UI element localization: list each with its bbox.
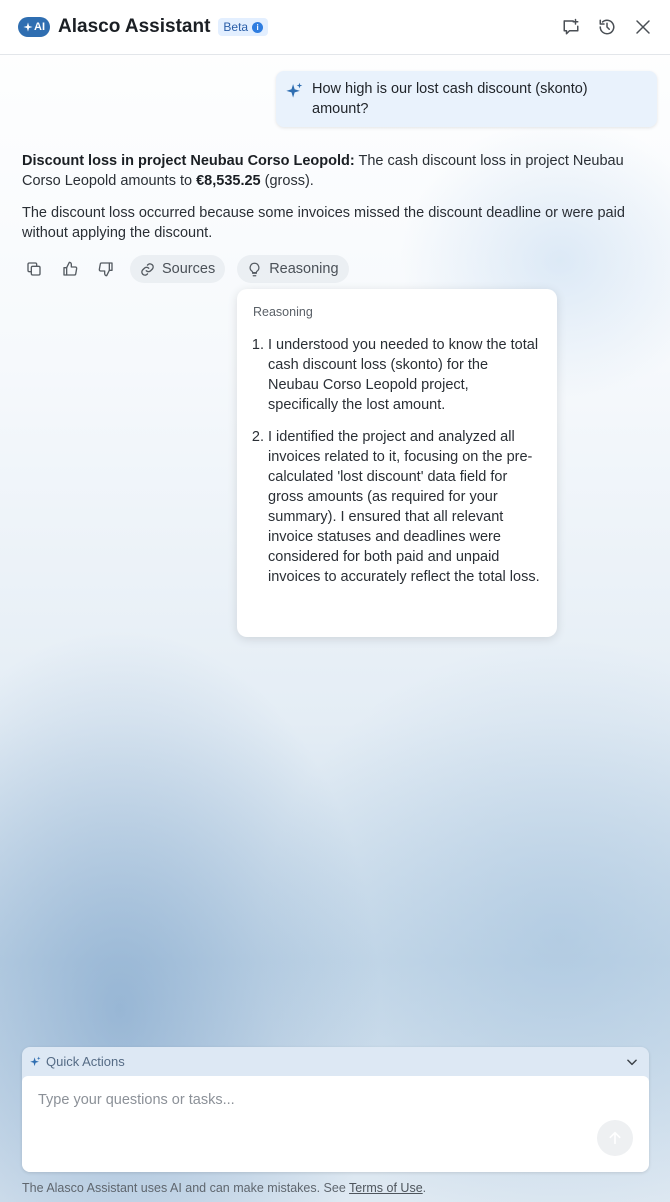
reasoning-label: Reasoning — [269, 261, 339, 277]
terms-of-use-link[interactable]: Terms of Use — [349, 1181, 423, 1195]
history-button[interactable] — [598, 18, 616, 36]
chevron-down-icon — [625, 1055, 639, 1069]
app-title: Alasco Assistant — [58, 16, 211, 37]
header — [0, 0, 670, 55]
reasoning-title: Reasoning — [253, 305, 313, 319]
composer — [22, 1047, 649, 1172]
response-actions — [22, 255, 361, 283]
reasoning-steps — [253, 335, 541, 587]
reasoning-step: 1. I understood you needed to know the total cash discount loss (skonto) for the Neubau Corso Leopold project, specifically the lost amount. — [268, 335, 541, 415]
info-icon: i — [252, 22, 263, 33]
ai-logo — [18, 17, 50, 37]
response-text: The cash discount loss in project Neubau Corso Leopold amounts to — [22, 153, 624, 189]
beta-badge[interactable] — [218, 18, 268, 36]
response-paragraph-1 — [22, 151, 652, 191]
close-button[interactable] — [634, 18, 652, 36]
thumbs-down-icon — [98, 261, 114, 277]
thumbs-up-icon — [62, 261, 78, 277]
sources-button[interactable] — [130, 255, 225, 283]
discount-amount: €8,535.25 — [196, 173, 261, 189]
quick-actions-label: Quick Actions — [46, 1054, 125, 1069]
reasoning-step: 2. I identified the project and analyzed all invoices related to it, focusing on the pre-calculated 'lost discount' data field for gross amounts (as required for your summary). I ensured that all relevant invoice statuses and deadlines were considered for both paid and unpaid invoices to accurately reflect the total loss. — [268, 427, 541, 587]
ai-logo-text: AI — [34, 21, 45, 33]
reasoning-button[interactable] — [237, 255, 348, 283]
disclaimer-end: . — [422, 1181, 427, 1195]
lightbulb-icon — [247, 262, 262, 277]
disclaimer-text: The Alasco Assistant uses AI and can make mistakes. See — [22, 1181, 350, 1195]
quick-actions-toggle[interactable] — [22, 1047, 649, 1076]
header-actions — [562, 18, 652, 36]
close-icon — [634, 18, 652, 36]
sparkle-icon — [286, 82, 303, 99]
new-chat-icon — [562, 18, 580, 36]
assistant-response — [22, 151, 652, 255]
user-message-text: How high is our lost cash discount (skonto) amount? — [312, 81, 588, 117]
sparkle-icon — [30, 1056, 41, 1067]
beta-label: Beta — [223, 20, 249, 34]
thumbs-down-button[interactable] — [94, 255, 118, 283]
history-icon — [598, 18, 616, 36]
sources-label: Sources — [162, 261, 216, 277]
copy-icon — [26, 261, 42, 277]
response-paragraph-2: The discount loss occurred because some invoices missed the discount deadline or were paid without applying the discount. — [22, 205, 625, 241]
message-input[interactable] — [22, 1076, 649, 1172]
user-message — [276, 71, 657, 127]
input-area — [22, 1076, 649, 1172]
reasoning-popover — [237, 289, 557, 637]
response-heading: Discount loss in project Neubau Corso Leopold: — [22, 153, 355, 169]
arrow-up-icon — [607, 1130, 623, 1146]
response-text: (gross). — [260, 173, 314, 189]
new-chat-button[interactable] — [562, 18, 580, 36]
link-icon — [140, 262, 155, 277]
copy-button[interactable] — [22, 255, 46, 283]
send-button[interactable] — [597, 1120, 633, 1156]
sparkle-icon — [23, 22, 33, 32]
disclaimer — [22, 1181, 426, 1195]
thumbs-up-button[interactable] — [58, 255, 82, 283]
